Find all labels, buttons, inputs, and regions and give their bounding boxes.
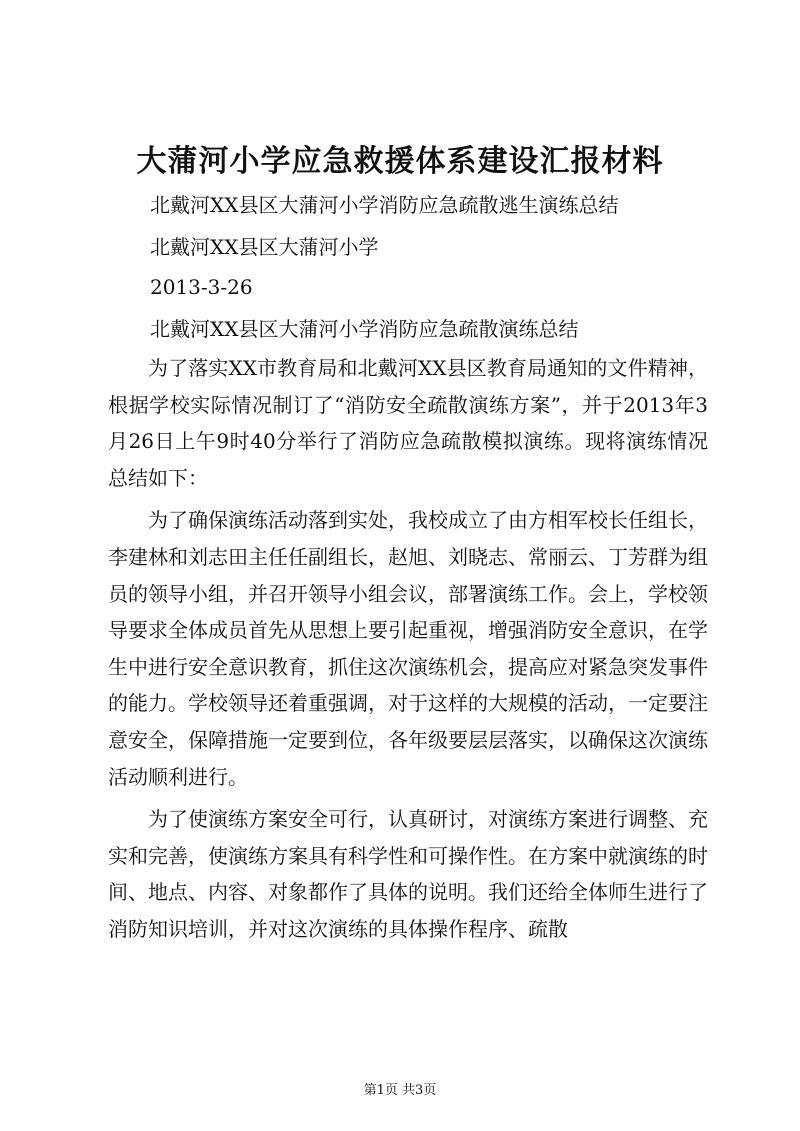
document-body bbox=[108, 350, 708, 954]
date-line: 2013-3-26 bbox=[150, 275, 253, 299]
paragraph: 为了落实XX市教育局和北戴河XX县区教育局通知的文件精神，根据学校实际情况制订了“消防安全疏散演练方案”，并于2013年3月26日上午9时40分举行了消防应急疏散模拟演练。现将演练情况总结如下： bbox=[108, 356, 708, 490]
paragraph: 为了确保演练活动落到实处，我校成立了由方相军校长任组长，李建林和刘志田主任任副组长，赵旭、刘晓志、常丽云、丁芳群为组员的领导小组，并召开领导小组会议，部署演练工作。会上，学校领导要求全体成员首先从思想上要引起重视，增强消防安全意识，在学生中进行安全意识教育，抓住这次演练机会，提高应对紧急突发事件的能力。学校领导还着重强调，对于这样的大规模的活动，一定要注意安全，保障措施一定要到位，各年级要层层落实，以确保这次演练活动顺利进行。 bbox=[108, 508, 708, 789]
document-title: 大蒲河小学应急救援体系建设汇报材料 bbox=[136, 144, 664, 179]
subtitle-line: 北戴河XX县区大蒲河小学 bbox=[150, 235, 379, 259]
paragraph: 为了使演练方案安全可行，认真研讨，对演练方案进行调整、充实和完善，使演练方案具有科学性和可操作性。在方案中就演练的时间、地点、内容、对象都作了具体的说明。我们还给全体师生进行了消防知识培训，并对这次演练的具体操作程序、疏散 bbox=[108, 807, 708, 941]
page-footer: 第1页 共3页 bbox=[363, 1083, 437, 1098]
subtitle-line: 北戴河XX县区大蒲河小学消防应急疏散演练总结 bbox=[150, 317, 579, 341]
subtitle-line: 北戴河XX县区大蒲河小学消防应急疏散逃生演练总结 bbox=[150, 193, 619, 217]
